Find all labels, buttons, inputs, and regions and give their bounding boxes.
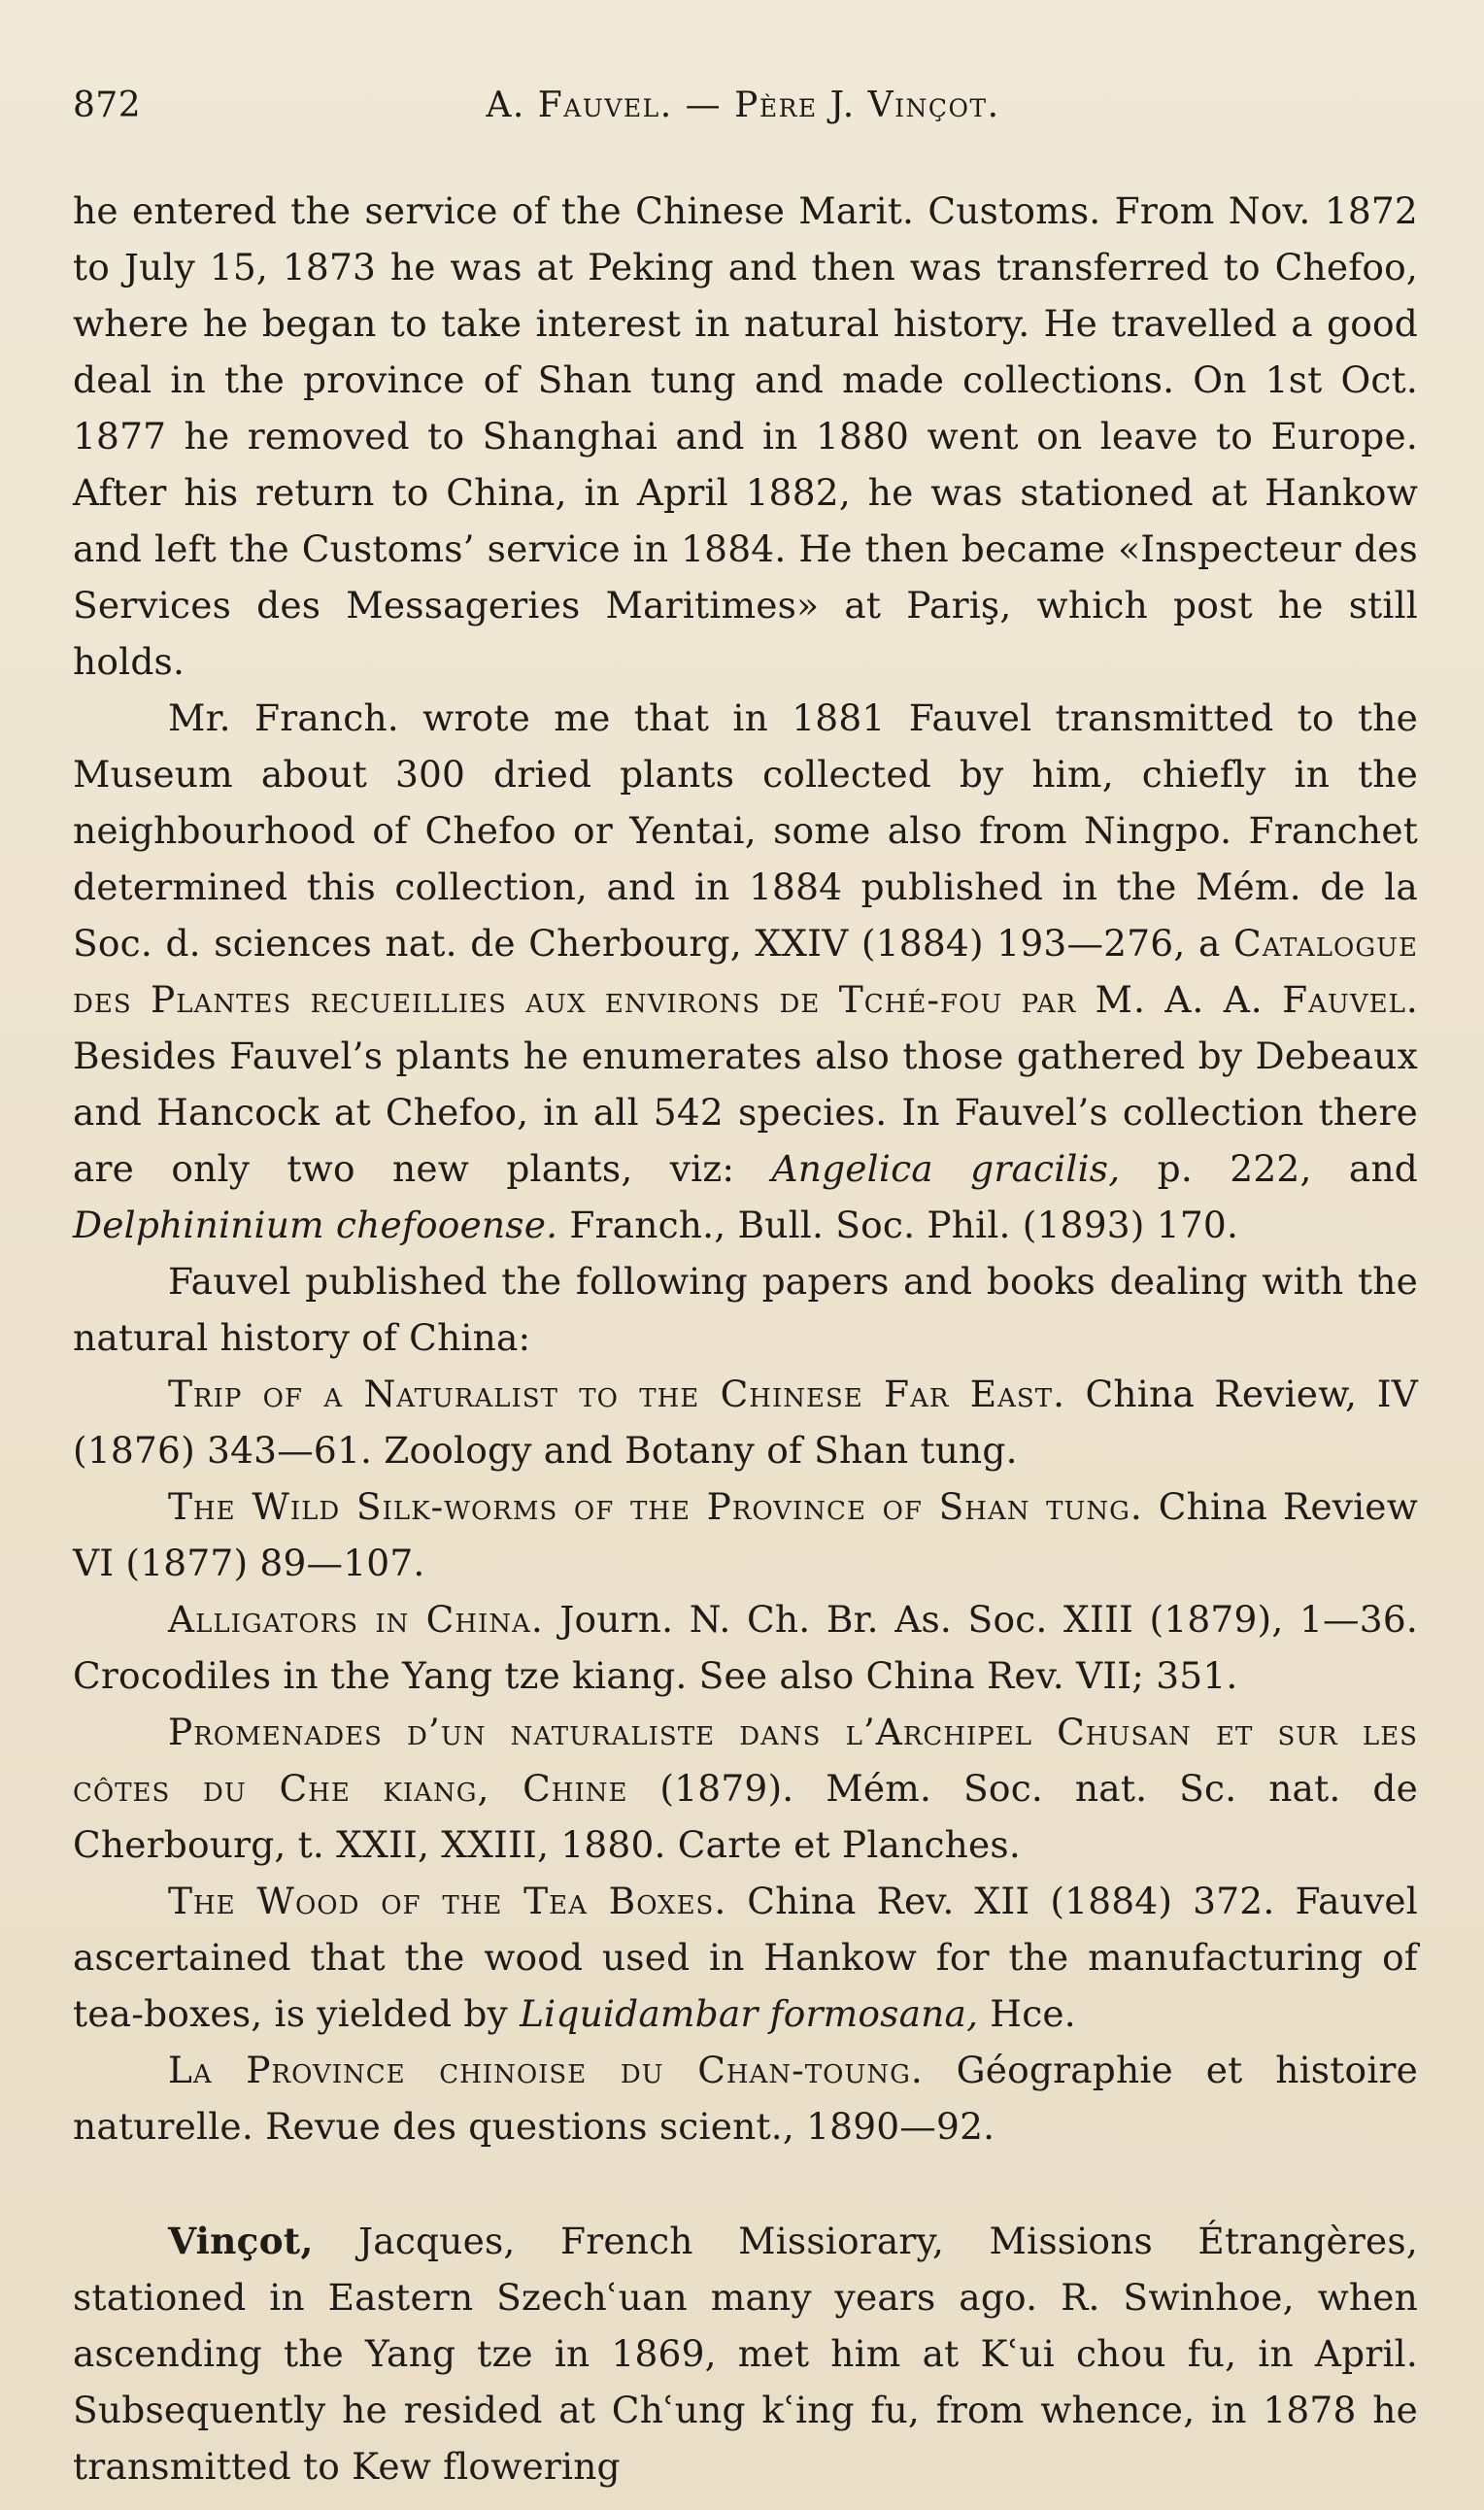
reference-title: Promenades d’un naturaliste dans l’Archipel Chusan et sur les côtes du Che kiang, Chine bbox=[73, 1711, 1418, 1810]
running-title: A. Fauvel. — Père J. Vinçot. bbox=[486, 85, 1000, 125]
catalogue-title: Catalogue des Plantes recueillies aux environs de Tché-fou par M. A. A. Fauvel bbox=[73, 922, 1418, 1021]
reference-details: China Review VI (1877) 89—107. bbox=[73, 1485, 1418, 1584]
entry-text: Jacques, French Missiorary, Missions Étrangères, stationed in Eastern Szechʿuan many years ago. R. Swinhoe, when ascending the Yang tze in 1869, met him at Kʿui chou fu, in April. Subsequently he resided at Chʿung kʿing fu, from whence, in 1878 he transmitted to Kew flowering bbox=[73, 2220, 1418, 2488]
paragraph-publications-intro: Fauvel published the following papers and books dealing with the natural history of China: bbox=[73, 1260, 1418, 1359]
text-run: Franch., Bull. Soc. Phil. (1893) 170. bbox=[557, 1204, 1239, 1246]
reference-entry bbox=[73, 1478, 1418, 1591]
text-run: Mr. Franch. wrote me that in 1881 Fauvel transmitted to the Museum about 300 dried plants collected by him, chiefly in the neighbourhood of Chefoo or Yentai, some also from Ningpo. Franchet determined this collection, and in 1884 published in the Mém. de la Soc. d. sciences nat. de Cherbourg, XXIV (1884) 193—276, a bbox=[73, 696, 1418, 965]
reference-title: Trip of a Naturalist to the Chinese Far East. bbox=[168, 1373, 1065, 1415]
paragraph-franchet-collection bbox=[73, 690, 1418, 1253]
section-gap bbox=[73, 2154, 1418, 2213]
reference-entry bbox=[73, 1873, 1418, 2042]
reference-details: Journ. N. Ch. Br. As. Soc. XIII (1879), 1—36. Crocodiles in the Yang tze kiang. See also China Rev. VII; 351. bbox=[73, 1598, 1418, 1697]
reference-title: Alligators in China. bbox=[168, 1598, 544, 1641]
species-name: Angelica gracilis, bbox=[771, 1147, 1121, 1190]
reference-entry bbox=[73, 1704, 1418, 1873]
species-name: Delphininium chefooense. bbox=[73, 1204, 558, 1246]
paragraph-fauvel-career: he entered the service of the Chinese Marit. Customs. From Nov. 1872 to July 15, 1873 he was at Peking and then was transferred to Chefoo, where he began to take interest in natural history. He travelled a good deal in the province of Shan tung and made collections. On 1st Oct. 1877 he removed to Shanghai and in 1880 went on leave to Europe. After his return to China, in April 1882, he was stationed at Hankow and left the Customs’ service in 1884. He then became «Inspecteur des Services des Messageries Maritimes» at Pariş, which post he still holds. bbox=[73, 189, 1418, 683]
reference-entry bbox=[73, 1366, 1418, 1478]
reference-details: (1879). Mém. Soc. nat. Sc. nat. de Cherbourg, t. XXII, XXIII, 1880. Carte et Planches. bbox=[73, 1767, 1418, 1866]
reference-entry bbox=[73, 2042, 1418, 2154]
reference-title: La Province chinoise du Chan-toung. bbox=[168, 2049, 924, 2091]
reference-details: China Review, IV (1876) 343—61. Zoology and Botany of Shan tung. bbox=[73, 1373, 1418, 1472]
reference-title: The Wood of the Tea Boxes. bbox=[168, 1880, 727, 1922]
reference-details: Hce. bbox=[978, 1992, 1076, 2035]
entry-name: Vinçot, bbox=[168, 2220, 314, 2262]
species-name: Liquidambar formosana, bbox=[520, 1992, 979, 2035]
text-run: p. 222, and bbox=[1120, 1147, 1418, 1190]
running-header bbox=[73, 85, 1413, 144]
text-run: . Besides Fauvel’s plants he enumerates also those gathered by Debeaux and Hancock at Chefoo, in all 542 species. In Fauvel’s collection there are only two new plants, viz: bbox=[73, 978, 1418, 1190]
reference-title: The Wild Silk-worms of the Province of Shan tung. bbox=[168, 1485, 1143, 1528]
reference-entry bbox=[73, 1591, 1418, 1704]
page-number: 872 bbox=[73, 85, 142, 125]
page-body bbox=[73, 183, 1418, 2494]
reference-details: China Rev. XII (1884) 372. Fauvel ascertained that the wood used in Hankow for the manufacturing of tea-boxes, is yielded by bbox=[73, 1880, 1419, 2035]
entry-vincot bbox=[73, 2213, 1418, 2494]
reference-details: Géographie et histoire naturelle. Revue des questions scient., 1890—92. bbox=[73, 2049, 1418, 2148]
